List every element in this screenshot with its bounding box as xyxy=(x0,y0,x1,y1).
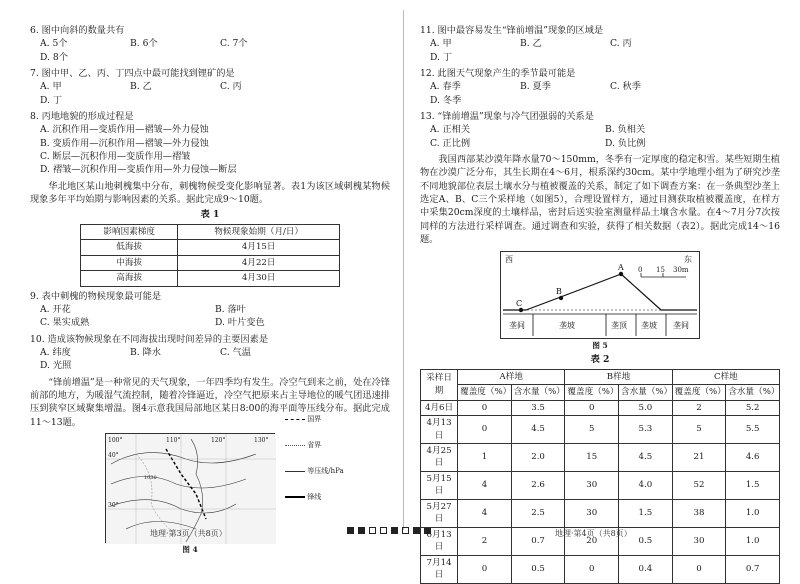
figure-5-caption: 图 5 xyxy=(592,340,608,350)
option-a[interactable]: A. 沉积作用—变质作用—褶皱—外力侵蚀 xyxy=(40,124,209,136)
label-east: 东 xyxy=(684,254,692,264)
table-cell: 30 xyxy=(565,499,619,527)
page-divider xyxy=(403,10,404,530)
point-a xyxy=(619,271,623,275)
option-c[interactable]: C. 气温 xyxy=(220,347,251,358)
table-cell: 0.5 xyxy=(619,527,673,555)
option-a[interactable]: A. 5个 xyxy=(40,38,68,50)
option-b[interactable]: B. 乙 xyxy=(130,81,152,93)
question-stem: 13. “锋前增温”现象与冷气团强弱的关系是 xyxy=(420,111,594,123)
question-6 xyxy=(30,24,390,64)
lat-label: 30° xyxy=(108,502,119,510)
question-7 xyxy=(30,67,390,107)
question-9 xyxy=(30,290,390,330)
option-d[interactable]: D. 光照 xyxy=(40,360,72,372)
option-d[interactable]: D. 负比例 xyxy=(605,137,646,149)
scale-label: 0 xyxy=(638,265,643,274)
table-subheader: 含水量（%） xyxy=(511,385,565,400)
left-page xyxy=(30,0,390,555)
table-cell: 5.0 xyxy=(619,400,673,415)
table-cell: 0.4 xyxy=(619,555,673,583)
passage-11-13: “锋前增温”是一种常见的天气现象，一年四季均有发生。冷空气到来之前，处在冷锋前部的地方，为暖湿气流控制，随着冷锋逼近，冷空气把原来占主导地位的暖气团迅速排压到狭窄区域聚集增温。图4示意我国局部地区某日8:00的海平面等压线分布。据此完成11～13题。 xyxy=(30,376,390,428)
option-a[interactable]: A. 开花 xyxy=(40,303,71,315)
dune-profile-svg xyxy=(501,252,699,338)
table-cell: 4月15日 xyxy=(178,240,340,255)
table-1 xyxy=(80,224,340,287)
legend-front: 锋线 xyxy=(307,493,322,502)
option-c[interactable]: C. 果实成熟 xyxy=(40,317,90,329)
table-cell: 4.5 xyxy=(619,443,673,471)
legend-isobar: 等压线/hPa xyxy=(307,467,344,476)
table-cell: 1.0 xyxy=(726,527,780,555)
table-cell: 2.5 xyxy=(511,499,565,527)
table-cell: 高海拔 xyxy=(81,271,178,286)
table-header: 物候现象始期（月/日） xyxy=(178,224,340,239)
label-c: C xyxy=(516,298,523,308)
question-12 xyxy=(420,67,780,107)
question-stem: 11. 图中最容易发生“锋前增温”现象的区域是 xyxy=(420,25,604,36)
table-row xyxy=(81,255,340,270)
table-cell: 1 xyxy=(458,443,512,471)
lon-label: 100° xyxy=(108,437,123,445)
table-cell: 4月25日 xyxy=(421,443,458,471)
table-cell: 0 xyxy=(565,555,619,583)
page-footer-right: 地理·第4页（共8页） xyxy=(555,529,632,539)
zone-label: 垄顶 xyxy=(611,320,627,330)
lon-label: 110° xyxy=(166,437,181,445)
option-a[interactable]: A. 春季 xyxy=(430,81,461,93)
legend-border: 国界 xyxy=(307,415,322,423)
figure-4-map xyxy=(105,433,275,543)
option-d[interactable]: D. 丁 xyxy=(40,94,63,106)
table-cell: 2 xyxy=(672,400,726,415)
option-b[interactable]: B. 降水 xyxy=(130,347,161,358)
question-stem: 8. 丙地地貌的形成过程是 xyxy=(30,111,134,123)
table-row xyxy=(81,240,340,255)
table-cell: 1.5 xyxy=(726,471,780,499)
table-cell: 4月22日 xyxy=(178,255,340,270)
option-c[interactable]: C. 断层—沉积作用—变质作用—褶皱 xyxy=(40,151,191,163)
table-subheader: 含水量（%） xyxy=(726,385,780,400)
table-subheader: 覆盖度（%） xyxy=(672,385,726,400)
figure-4-caption: 图 4 xyxy=(182,545,198,555)
table-cell: 4月6日 xyxy=(421,400,458,415)
option-b[interactable]: B. 6个 xyxy=(130,38,158,50)
option-a[interactable]: A. 甲 xyxy=(40,81,62,93)
zone-label: 垄间 xyxy=(673,320,689,330)
table-cell: 0 xyxy=(672,555,726,583)
table-header: 采样日期 xyxy=(421,369,458,400)
table-subheader: 覆盖度（%） xyxy=(565,385,619,400)
table-cell: 30 xyxy=(672,527,726,555)
point-c xyxy=(519,307,523,311)
option-d[interactable]: D. 丁 xyxy=(430,51,453,63)
table-row xyxy=(421,416,780,444)
right-page xyxy=(420,0,780,581)
table-cell: 0.7 xyxy=(726,555,780,583)
table-cell: 4.0 xyxy=(619,471,673,499)
option-c[interactable]: C. 7个 xyxy=(220,38,248,50)
table-cell: 1.5 xyxy=(619,499,673,527)
table-cell: 4月30日 xyxy=(178,271,340,286)
option-c[interactable]: C. 丙 xyxy=(610,38,632,50)
table-cell: 0 xyxy=(458,400,512,415)
table-cell: 0 xyxy=(565,400,619,415)
table-cell: 20 xyxy=(565,527,619,555)
table-row xyxy=(421,400,780,415)
table-cell: 4 xyxy=(458,471,512,499)
zone-label: 垄间 xyxy=(509,320,525,330)
scale-label: 15 xyxy=(656,265,665,274)
table-header: A样地 xyxy=(458,369,565,384)
table-cell: 4月13日 xyxy=(421,416,458,444)
lat-label: 40° xyxy=(108,452,119,460)
question-11 xyxy=(420,24,780,64)
table-cell: 15 xyxy=(565,443,619,471)
scale-label: 30m xyxy=(673,265,689,274)
table-cell: 30 xyxy=(565,471,619,499)
table-cell: 1.0 xyxy=(726,499,780,527)
lon-label: 130° xyxy=(254,437,269,445)
option-b[interactable]: B. 夏季 xyxy=(520,81,551,93)
table-cell: 0.7 xyxy=(511,527,565,555)
table-cell: 0.5 xyxy=(511,555,565,583)
figure-5 xyxy=(500,251,700,339)
option-d[interactable]: D. 褶皱—沉积作用—变质作用—外力侵蚀—断层 xyxy=(40,164,237,176)
table-cell: 2.6 xyxy=(511,471,565,499)
question-stem: 12. 此图天气现象产生的季节最可能是 xyxy=(420,68,576,80)
table-cell: 52 xyxy=(672,471,726,499)
table-cell: 5 xyxy=(565,416,619,444)
option-c[interactable]: C. 正比例 xyxy=(430,137,471,149)
legend-province: 省界 xyxy=(307,441,322,450)
table-2 xyxy=(420,369,780,584)
option-d[interactable]: D. 叶片变色 xyxy=(215,317,265,329)
option-c[interactable]: C. 丙 xyxy=(220,81,242,93)
table-header: C样地 xyxy=(672,369,779,384)
table-cell: 5 xyxy=(672,416,726,444)
passage-14-16: 我国西部某沙漠年降水量70～150mm，冬季有一定厚度的稳定积雪。某些短期生植物在沙漠广泛分布，其生长期在4～6月，根系深约30cm。某中学地理小组为了研究沙垄不同地貌部位表层土壤水分与植被覆盖的关系，制定了如下调查方案：在一条典型沙垄上选定A、B、C三个采样地（如图5），合理设置样方，通过目测获取植被覆盖度，在样方中采集20cm深度的土壤样品，密封后送实验室测量样品土壤含水量。在4～7月分7次按同样的方法进行采样调查。通过调查和实验，获得了相关数据（表2）。据此完成14～16题。 xyxy=(420,154,780,246)
isobar-value: 1030 xyxy=(144,475,157,482)
label-west: 西 xyxy=(505,254,513,264)
option-d[interactable]: D. 8个 xyxy=(40,51,68,63)
table-cell: 7月14日 xyxy=(421,555,458,583)
option-d[interactable]: D. 冬季 xyxy=(430,94,462,106)
table-header: B样地 xyxy=(565,369,672,384)
table-2-caption: 表 2 xyxy=(590,354,610,366)
table-cell: 2 xyxy=(458,527,512,555)
table-cell: 4.6 xyxy=(726,443,780,471)
label-b: B xyxy=(556,286,562,296)
option-b[interactable]: B. 乙 xyxy=(520,38,542,50)
table-cell: 5月15日 xyxy=(421,471,458,499)
table-cell: 0 xyxy=(458,416,512,444)
table-row xyxy=(421,499,780,527)
table-cell: 38 xyxy=(672,499,726,527)
question-10 xyxy=(30,333,390,373)
table-row xyxy=(421,443,780,471)
table-cell: 4.5 xyxy=(511,416,565,444)
option-a[interactable]: A. 纬度 xyxy=(40,347,71,358)
table-cell: 2.0 xyxy=(511,443,565,471)
page-footer-left: 地理·第3页（共8页） xyxy=(150,529,227,539)
table-cell: 低海拔 xyxy=(81,240,178,255)
table-cell: 4 xyxy=(458,499,512,527)
table-cell: 6月13日 xyxy=(421,527,458,555)
option-b[interactable]: B. 负相关 xyxy=(605,124,646,136)
table-cell: 3.5 xyxy=(511,400,565,415)
question-stem: 7. 图中甲、乙、丙、丁四点中最可能找到锂矿的是 xyxy=(30,68,235,80)
lon-label: 120° xyxy=(211,437,226,445)
table-row xyxy=(421,555,780,583)
table-1-caption: 表 1 xyxy=(200,209,220,221)
question-stem: 10. 造成该物候现象在不同海拔出现时间差异的主要因素是 xyxy=(30,333,269,345)
table-row xyxy=(421,471,780,499)
table-cell: 中海拔 xyxy=(81,255,178,270)
table-subheader: 覆盖度（%） xyxy=(458,385,512,400)
question-13 xyxy=(420,110,780,150)
point-b xyxy=(559,295,563,299)
option-a[interactable]: A. 甲 xyxy=(430,38,452,50)
question-8 xyxy=(30,110,390,177)
question-stem: 9. 表中刺槐的物候现象最可能是 xyxy=(30,290,162,302)
option-c[interactable]: C. 秋季 xyxy=(610,81,641,93)
passage-9-10: 华北地区某山地刺槐集中分布，刺槐物候受变化影响显著。表1为该区域刺槐某物候现象多年平均始期与影响因素的关系。据此完成9～10题。 xyxy=(30,180,390,206)
zone-label: 垄坡 xyxy=(559,320,575,330)
table-cell: 5.2 xyxy=(726,400,780,415)
map-legend xyxy=(285,412,390,503)
table-cell: 0 xyxy=(458,555,512,583)
option-b[interactable]: B. 变质作用—沉积作用—褶皱—外力侵蚀 xyxy=(40,137,209,149)
table-header: 影响因素梯度 xyxy=(81,224,178,239)
dune-profile xyxy=(503,274,697,310)
table-cell: 5.3 xyxy=(619,416,673,444)
table-row xyxy=(81,271,340,286)
table-cell: 21 xyxy=(672,443,726,471)
table-cell: 5月27日 xyxy=(421,499,458,527)
table-subheader: 含水量（%） xyxy=(619,385,673,400)
zone-label: 垄坡 xyxy=(641,320,657,330)
option-a[interactable]: A. 正相关 xyxy=(430,124,471,136)
table-cell: 5.5 xyxy=(726,416,780,444)
question-stem: 6. 图中向斜的数量共有 xyxy=(30,25,125,36)
label-a: A xyxy=(618,262,624,272)
option-b[interactable]: B. 落叶 xyxy=(215,303,246,315)
